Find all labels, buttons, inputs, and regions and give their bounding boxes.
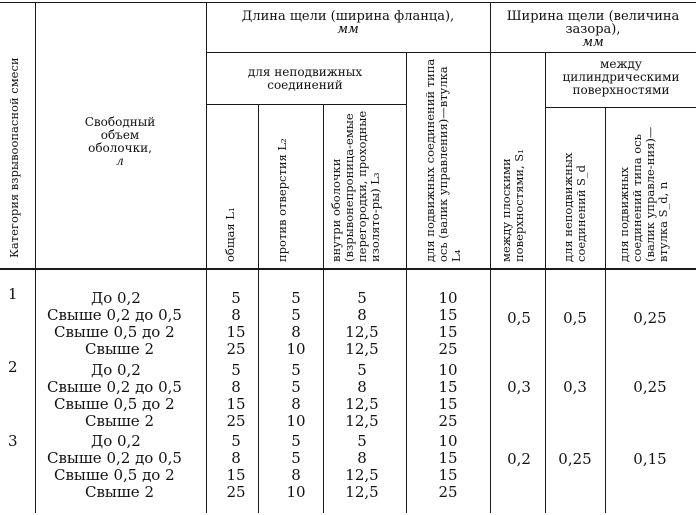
header-volume-label: Свободный объем оболочки, (84, 115, 156, 155)
l1-cell: 8 (231, 378, 241, 396)
header-fixed-joints: для неподвижных соединений (247, 65, 363, 92)
volume-cell: Свыше 0,5 до 2 (54, 466, 175, 484)
header-cylindrical: между цилиндрическими поверхностями (562, 57, 680, 97)
col-divider-l3 (406, 52, 407, 513)
l4-cell: 10 (438, 361, 458, 379)
header-cyl-fixed-sd: для неподвижных соединений S_d (561, 152, 588, 262)
sdn-cell: 0,25 (633, 378, 667, 396)
l1-cell: 15 (226, 323, 246, 341)
category-cell: 2 (8, 358, 18, 376)
s1-cell: 0,3 (507, 378, 531, 396)
col-divider-l2 (323, 104, 324, 513)
l4-cell: 10 (438, 432, 458, 450)
l4-cell: 15 (438, 449, 458, 467)
l2-cell: 8 (291, 466, 301, 484)
l1-cell: 5 (231, 432, 241, 450)
header-slot-length-label: Длина щели (ширина фланца), (241, 9, 455, 24)
l3-cell: 5 (357, 432, 367, 450)
l1-cell: 8 (231, 306, 241, 324)
header-category: Категория взрывоопасной смеси (7, 57, 21, 258)
header-slot-width (494, 10, 692, 49)
volume-cell: Свыше 0,2 до 0,5 (47, 306, 182, 324)
header-flat-surfaces-s1: между плоскими поверхностями, S₁ (499, 149, 526, 262)
l4-cell: 15 (438, 378, 458, 396)
l4-cell: 15 (438, 466, 458, 484)
sd-cell: 0,3 (563, 378, 587, 396)
l1-cell: 25 (226, 412, 246, 430)
l4-cell: 25 (438, 340, 458, 358)
table-top-border (0, 2, 696, 3)
l2-cell: 5 (291, 361, 301, 379)
col-divider-category (35, 2, 36, 513)
col-divider-s1 (545, 52, 546, 513)
category-cell: 3 (8, 432, 18, 450)
rule-under-cyl-title (545, 107, 696, 108)
l4-cell: 25 (438, 412, 458, 430)
s1-cell: 0,2 (507, 450, 531, 468)
l4-cell: 25 (438, 483, 458, 501)
volume-cell: До 0,2 (91, 432, 141, 450)
volume-cell: Свыше 0,2 до 0,5 (47, 378, 182, 396)
l4-cell: 15 (438, 395, 458, 413)
header-slot-width-unit: мм (582, 35, 604, 50)
header-slot-length (210, 10, 486, 36)
l2-cell: 8 (291, 395, 301, 413)
volume-cell: Свыше 2 (85, 483, 154, 501)
category-cell: 1 (8, 285, 18, 303)
l3-cell: 5 (357, 289, 367, 307)
l1-cell: 25 (226, 483, 246, 501)
col-divider-l4 (490, 2, 491, 513)
header-inside-shell-l3: внутри оболочки (взрывонепроница-емые перегородки, проходные изолято-ры) L₃ (329, 110, 382, 262)
volume-cell: До 0,2 (91, 361, 141, 379)
header-volume (45, 116, 195, 168)
header-opposite-hole-l2: против отверстия L₂ (275, 138, 289, 262)
l2-cell: 10 (286, 340, 306, 358)
volume-cell: Свыше 0,5 до 2 (54, 395, 175, 413)
rule-under-width-title (490, 52, 696, 53)
l1-cell: 15 (226, 395, 246, 413)
l4-cell: 15 (438, 306, 458, 324)
volume-cell: Свыше 0,5 до 2 (54, 323, 175, 341)
header-volume-unit: л (116, 154, 124, 168)
volume-cell: Свыше 2 (85, 340, 154, 358)
volume-cell: До 0,2 (91, 289, 141, 307)
sdn-cell: 0,15 (633, 450, 667, 468)
l1-cell: 5 (231, 289, 241, 307)
l3-cell: 12,5 (345, 483, 379, 501)
volume-cell: Свыше 2 (85, 412, 154, 430)
volume-cell: Свыше 0,2 до 0,5 (47, 449, 182, 467)
l3-cell: 8 (357, 449, 367, 467)
l3-cell: 12,5 (345, 323, 379, 341)
sdn-cell: 0,25 (633, 309, 667, 327)
l3-cell: 12,5 (345, 412, 379, 430)
l1-cell: 8 (231, 449, 241, 467)
l2-cell: 10 (286, 483, 306, 501)
header-movable-length-l4: для подвижных соединений типа ось (валик управления)—втулка L₄ (423, 58, 463, 262)
l3-cell: 8 (357, 378, 367, 396)
l1-cell: 15 (226, 466, 246, 484)
l3-cell: 5 (357, 361, 367, 379)
sd-cell: 0,5 (563, 309, 587, 327)
col-divider-l1 (258, 104, 259, 513)
l2-cell: 5 (291, 289, 301, 307)
l3-cell: 12,5 (345, 340, 379, 358)
l3-cell: 12,5 (345, 395, 379, 413)
l2-cell: 5 (291, 306, 301, 324)
col-divider-volume (206, 2, 207, 513)
s1-cell: 0,5 (507, 309, 531, 327)
l2-cell: 8 (291, 323, 301, 341)
l2-cell: 5 (291, 449, 301, 467)
l3-cell: 12,5 (345, 466, 379, 484)
l1-cell: 25 (226, 340, 246, 358)
sd-cell: 0,25 (558, 450, 592, 468)
l4-cell: 10 (438, 289, 458, 307)
header-cyl-movable-sdn: для подвижных соединений типа ось (валик управле-ния)—втулка S_d, n (617, 126, 670, 262)
header-slot-width-label: Ширина щели (величина зазора), (506, 9, 680, 37)
l3-cell: 8 (357, 306, 367, 324)
l2-cell: 5 (291, 378, 301, 396)
l1-cell: 5 (231, 361, 241, 379)
col-divider-sd (605, 107, 606, 513)
l4-cell: 15 (438, 323, 458, 341)
header-general-l1: общая L₁ (223, 207, 237, 262)
header-bottom-rule (0, 268, 696, 270)
header-slot-length-unit: мм (337, 22, 359, 37)
l2-cell: 5 (291, 432, 301, 450)
l2-cell: 10 (286, 412, 306, 430)
